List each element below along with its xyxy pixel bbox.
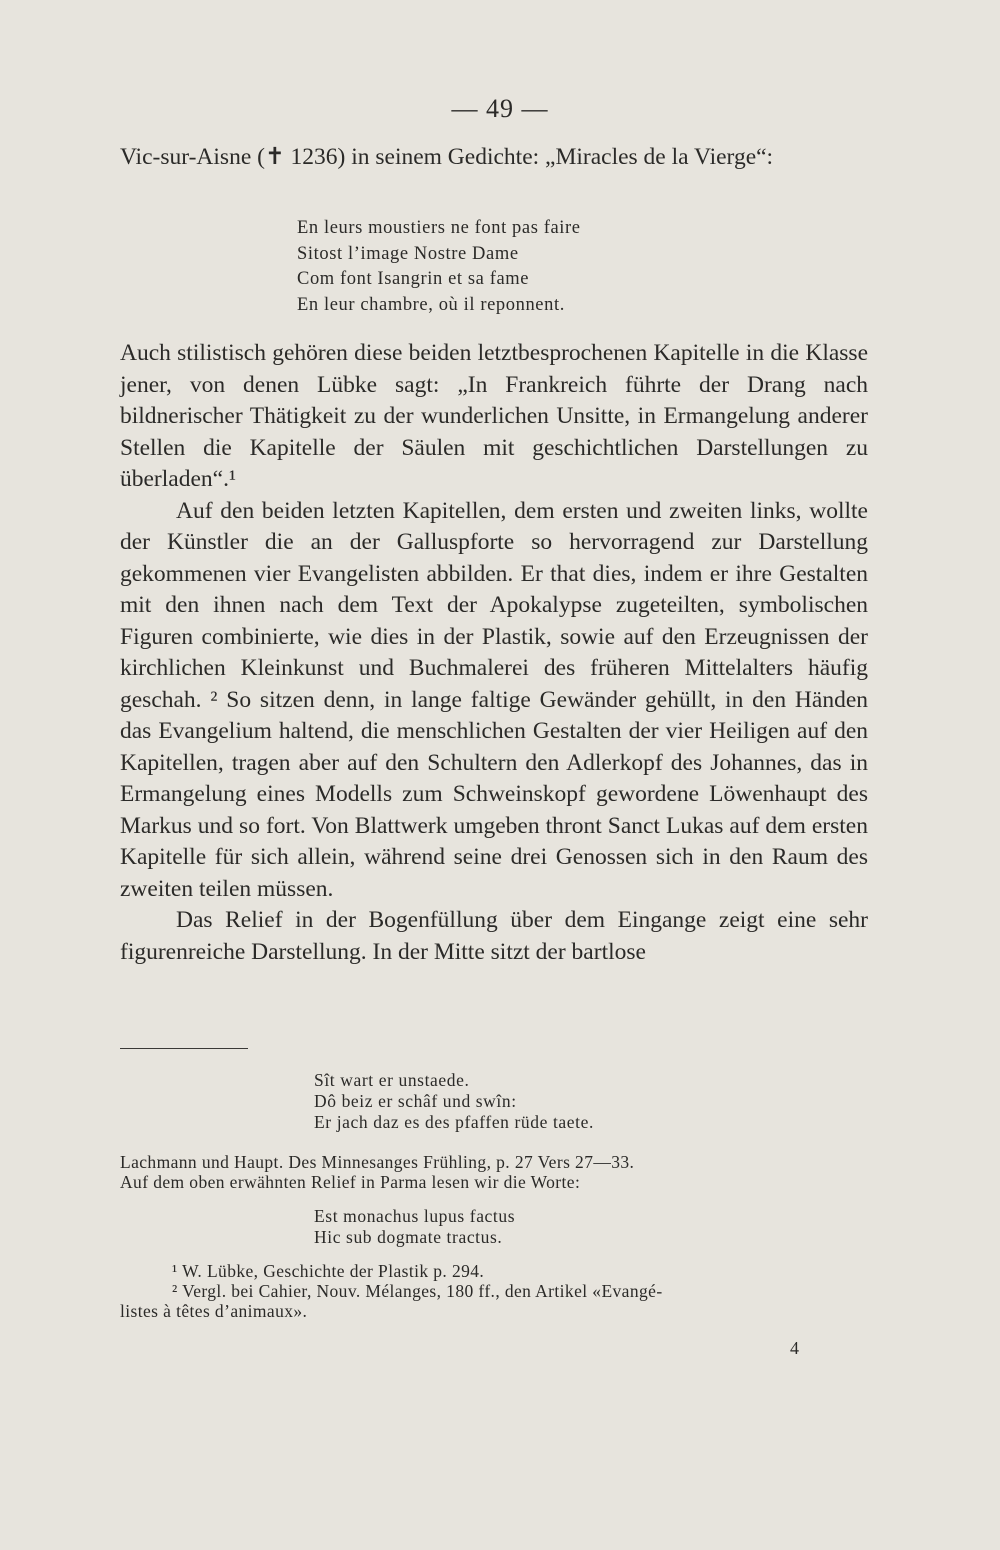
footnote-verse-latin: [314, 1206, 515, 1248]
footnote-1: ¹ W. Lübke, Geschichte der Plastik p. 294.: [172, 1261, 485, 1281]
paragraph: Das Relief in der Bogenfüllung über dem Eingange zeigt eine sehr figurenreiche Darstellung. In der Mitte sitzt der bartlose: [120, 907, 868, 965]
footnote-2-line-2: listes à têtes d’animaux».: [120, 1301, 308, 1321]
verse-line: Dô beiz er schâf und swîn:: [314, 1091, 517, 1111]
verse-line: Com font Isangrin et sa fame: [297, 269, 530, 289]
footnote-2-line-1: ² Vergl. bei Cahier, Nouv. Mélanges, 180 ff., den Artikel «Evangé-: [172, 1281, 663, 1301]
paragraph: Auch stilistisch gehören diese beiden letztbesprochenen Kapitelle in die Klasse jener, von denen Lübke sagt: „In Frankreich führte der Drang nach bildnerischer Thätigkeit zu der wunderlichen Unsitte, in Ermangelung anderer Stellen die Kapitelle der Säulen mit geschichtlichen Darstellungen zu überladen“.¹: [120, 340, 868, 492]
paragraph: Auf den beiden letzten Kapitellen, dem ersten und zweiten links, wollte der Künstler die an der Galluspforte so hervorragend zur Darstellung gekommenen vier Evangelisten abbilden. Er that dies, indem er ihre Gestalten mit den ihnen nach dem Text der Apokalypse zugeteilten, symbolischen Figuren combinierte, wie dies in der Plastik, sowie auf den Erzeugnissen der kirchlichen Kleinkunst und Buchmalerei des früheren Mittelalters häufig geschah. ² So sitzen denn, in lange faltige Gewänder gehüllt, in den Händen das Evangelium haltend, die menschlichen Gestalten der vier Heiligen auf den Kapitellen, tragen aber auf den Schultern den Adlerkopf des Johannes, das in Ermangelung eines Modells zum Schweinskopf gewordene Löwenhaupt des Markus und so fort. Von Blattwerk umgeben thront Sanct Lukas auf dem ersten Kapitelle für sich allein, während seine drei Genossen sich in den Raum des zweiten teilen müssen.: [120, 497, 868, 902]
verse-line: Hic sub dogmate tractus.: [314, 1227, 503, 1247]
footnote-line: Lachmann und Haupt. Des Minnesanges Frühling, p. 27 Vers 27—33.: [120, 1152, 635, 1172]
french-verse: [297, 216, 581, 318]
verse-line: Est monachus lupus factus: [314, 1206, 516, 1226]
verse-line: Sît wart er unstaede.: [314, 1070, 470, 1090]
verse-line: Sitost l’image Nostre Dame: [297, 243, 519, 264]
verse-line: Er jach daz es des pfaffen rüde taete.: [314, 1112, 594, 1132]
intro-text: [120, 142, 868, 174]
footnotes: [120, 1261, 868, 1321]
page-number: — 49 —: [451, 94, 549, 123]
verse-line: En leur chambre, où il reponnent.: [297, 294, 565, 315]
footnote-verse-german: [314, 1070, 594, 1133]
signature-mark: 4: [790, 1338, 799, 1358]
footnote-continuation: [120, 1152, 868, 1192]
footnote-divider: [120, 1048, 248, 1049]
footnote-line: Auf dem oben erwähnten Relief in Parma lesen wir die Worte:: [120, 1172, 581, 1192]
main-text: [120, 338, 868, 968]
intro-paragraph: Vic-sur-Aisne (✝ 1236) in seinem Gedichte: „Miracles de la Vierge“:: [120, 144, 774, 170]
verse-line: En leurs moustiers ne font pas faire: [297, 218, 581, 238]
